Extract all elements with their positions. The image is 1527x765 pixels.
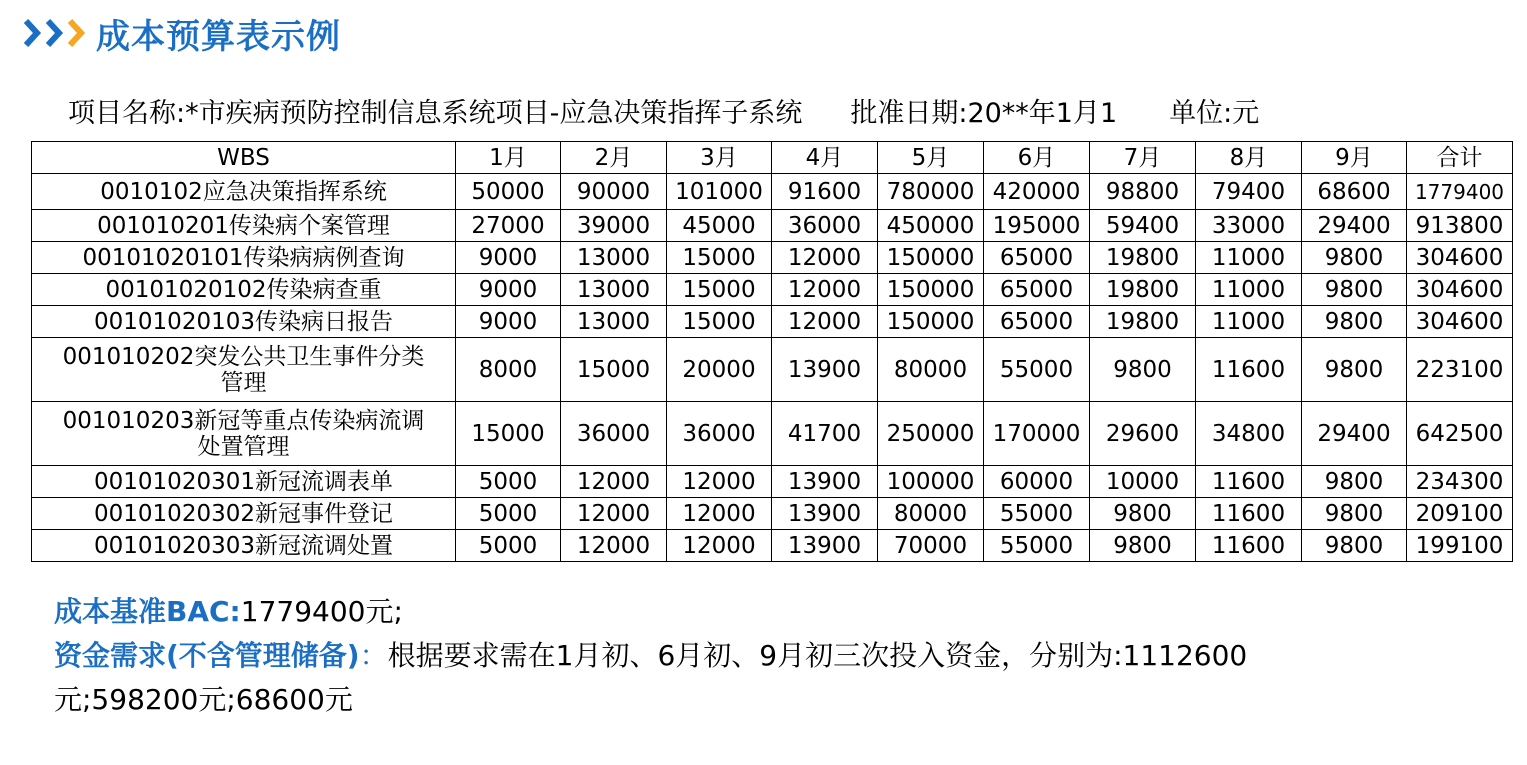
month-value-cell: 55000: [984, 530, 1090, 562]
month-value-cell: 80000: [878, 498, 984, 530]
month-value-cell: 5000: [456, 466, 561, 498]
month-value-cell: 420000: [984, 174, 1090, 210]
project-name: 项目名称:*市疾病预防控制信息系统项目-应急决策指挥子系统: [68, 97, 803, 129]
total-cell: 209100: [1407, 498, 1513, 530]
month-value-cell: 15000: [561, 338, 667, 402]
month-value-cell: 9800: [1302, 306, 1407, 338]
month-value-cell: 29600: [1090, 402, 1196, 466]
month-value-cell: 9800: [1302, 338, 1407, 402]
cost-budget-table: [31, 141, 1513, 562]
month-value-cell: 45000: [667, 210, 772, 242]
month-value-cell: 9800: [1090, 498, 1196, 530]
month-value-cell: 60000: [984, 466, 1090, 498]
month-value-cell: 36000: [772, 210, 878, 242]
month-value-cell: 170000: [984, 402, 1090, 466]
month-value-cell: 68600: [1302, 174, 1407, 210]
month-value-cell: 65000: [984, 274, 1090, 306]
month-value-cell: 79400: [1196, 174, 1302, 210]
month-value-cell: 36000: [561, 402, 667, 466]
month-value-cell: 11600: [1196, 466, 1302, 498]
month-value-cell: 15000: [667, 306, 772, 338]
header-total: 合计: [1407, 142, 1513, 174]
month-value-cell: 100000: [878, 466, 984, 498]
month-value-cell: 195000: [984, 210, 1090, 242]
wbs-cell: 00101020102传染病查重: [32, 274, 456, 306]
month-value-cell: 5000: [456, 530, 561, 562]
wbs-label-line2: 处置管理: [197, 433, 290, 460]
funding-line: [54, 634, 1454, 678]
month-value-cell: 59400: [1090, 210, 1196, 242]
month-value-cell: 9800: [1302, 466, 1407, 498]
month-value-cell: 12000: [772, 242, 878, 274]
month-value-cell: 150000: [878, 242, 984, 274]
total-cell: 913800: [1407, 210, 1513, 242]
wbs-label-line1: 001010202突发公共卫生事件分类: [62, 343, 425, 370]
slide-title-bar: [22, 8, 341, 58]
month-value-cell: 50000: [456, 174, 561, 210]
month-value-cell: 12000: [561, 466, 667, 498]
total-cell: 234300: [1407, 466, 1513, 498]
month-value-cell: 65000: [984, 242, 1090, 274]
wbs-cell: 00101020301新冠流调表单: [32, 466, 456, 498]
month-value-cell: 12000: [667, 530, 772, 562]
wbs-label-line1: 001010203新冠等重点传染病流调: [62, 407, 425, 434]
month-value-cell: 91600: [772, 174, 878, 210]
month-value-cell: 13000: [561, 242, 667, 274]
total-cell: 1779400: [1407, 174, 1513, 210]
month-value-cell: 19800: [1090, 242, 1196, 274]
month-value-cell: 33000: [1196, 210, 1302, 242]
wbs-cell: 00101020302新冠事件登记: [32, 498, 456, 530]
funding-line-continued: 元;598200元;68600元: [54, 683, 353, 716]
month-value-cell: 29400: [1302, 402, 1407, 466]
month-value-cell: 80000: [878, 338, 984, 402]
table-row: [32, 466, 1513, 498]
month-value-cell: 9000: [456, 306, 561, 338]
table-row: [32, 274, 1513, 306]
funding-separator: ：: [359, 639, 388, 672]
total-cell: 304600: [1407, 242, 1513, 274]
header-month: 9月: [1302, 142, 1407, 174]
wbs-cell: 00101020103传染病日报告: [32, 306, 456, 338]
month-value-cell: 55000: [984, 338, 1090, 402]
month-value-cell: 9800: [1090, 530, 1196, 562]
month-value-cell: 9800: [1302, 274, 1407, 306]
month-value-cell: 5000: [456, 498, 561, 530]
wbs-cell: 00101020303新冠流调处置: [32, 530, 456, 562]
month-value-cell: 12000: [561, 530, 667, 562]
chevron-arrows-icon: [22, 16, 88, 50]
header-month: 7月: [1090, 142, 1196, 174]
month-value-cell: 98800: [1090, 174, 1196, 210]
funding-text: 根据要求需在1月初、6月初、9月初三次投入资金，分别为:1112600: [387, 639, 1248, 672]
month-value-cell: 13000: [561, 306, 667, 338]
month-value-cell: 15000: [667, 274, 772, 306]
wbs-cell: [32, 338, 456, 402]
month-value-cell: 13900: [772, 498, 878, 530]
currency-unit: 单位:元: [1169, 97, 1260, 129]
month-value-cell: 11600: [1196, 530, 1302, 562]
wbs-cell: 001010201传染病个案管理: [32, 210, 456, 242]
month-value-cell: 9800: [1090, 338, 1196, 402]
summary-section: [54, 590, 1454, 722]
month-value-cell: 70000: [878, 530, 984, 562]
month-value-cell: 150000: [878, 274, 984, 306]
bac-value: 1779400元;: [240, 595, 403, 628]
wbs-cell: 0010102应急决策指挥系统: [32, 174, 456, 210]
header-month: 5月: [878, 142, 984, 174]
table-row: [32, 338, 1513, 402]
month-value-cell: 36000: [667, 402, 772, 466]
month-value-cell: 9800: [1302, 242, 1407, 274]
slide-title: 成本预算表示例: [96, 16, 341, 57]
month-value-cell: 27000: [456, 210, 561, 242]
header-month: 6月: [984, 142, 1090, 174]
month-value-cell: 13900: [772, 338, 878, 402]
month-value-cell: 9800: [1302, 498, 1407, 530]
month-value-cell: 9000: [456, 242, 561, 274]
header-month: 8月: [1196, 142, 1302, 174]
month-value-cell: 8000: [456, 338, 561, 402]
month-value-cell: 101000: [667, 174, 772, 210]
header-month: 1月: [456, 142, 561, 174]
month-value-cell: 55000: [984, 498, 1090, 530]
header-wbs: WBS: [32, 142, 456, 174]
month-value-cell: 11600: [1196, 498, 1302, 530]
total-cell: 642500: [1407, 402, 1513, 466]
header-month: 3月: [667, 142, 772, 174]
month-value-cell: 9800: [1302, 530, 1407, 562]
month-value-cell: 11000: [1196, 274, 1302, 306]
month-value-cell: 13000: [561, 274, 667, 306]
month-value-cell: 12000: [772, 306, 878, 338]
bac-label: 成本基准BAC:: [54, 595, 241, 628]
month-value-cell: 13900: [772, 530, 878, 562]
wbs-label-line2: 管理: [220, 369, 267, 396]
total-cell: 304600: [1407, 306, 1513, 338]
month-value-cell: 12000: [772, 274, 878, 306]
month-value-cell: 9000: [456, 274, 561, 306]
table-header-row: [32, 142, 1513, 174]
header-month: 2月: [561, 142, 667, 174]
month-value-cell: 12000: [561, 498, 667, 530]
table-row: [32, 306, 1513, 338]
month-value-cell: 29400: [1302, 210, 1407, 242]
table-row: [32, 402, 1513, 466]
table-row: [32, 174, 1513, 210]
month-value-cell: 20000: [667, 338, 772, 402]
month-value-cell: 19800: [1090, 306, 1196, 338]
month-value-cell: 13900: [772, 466, 878, 498]
table-row: [32, 530, 1513, 562]
month-value-cell: 12000: [667, 498, 772, 530]
wbs-cell: [32, 402, 456, 466]
total-cell: 304600: [1407, 274, 1513, 306]
funding-label: 资金需求(不含管理储备): [54, 639, 360, 672]
project-info-line: [68, 88, 1508, 132]
total-cell: 223100: [1407, 338, 1513, 402]
month-value-cell: 250000: [878, 402, 984, 466]
month-value-cell: 11600: [1196, 338, 1302, 402]
month-value-cell: 90000: [561, 174, 667, 210]
month-value-cell: 10000: [1090, 466, 1196, 498]
table-row: [32, 242, 1513, 274]
month-value-cell: 12000: [667, 466, 772, 498]
month-value-cell: 11000: [1196, 242, 1302, 274]
approval-date: 批准日期:20**年1月1: [850, 97, 1118, 129]
month-value-cell: 11000: [1196, 306, 1302, 338]
month-value-cell: 780000: [878, 174, 984, 210]
table-row: [32, 498, 1513, 530]
month-value-cell: 34800: [1196, 402, 1302, 466]
total-cell: 199100: [1407, 530, 1513, 562]
wbs-cell: 00101020101传染病病例查询: [32, 242, 456, 274]
header-month: 4月: [772, 142, 878, 174]
month-value-cell: 15000: [456, 402, 561, 466]
month-value-cell: 41700: [772, 402, 878, 466]
month-value-cell: 450000: [878, 210, 984, 242]
month-value-cell: 150000: [878, 306, 984, 338]
month-value-cell: 15000: [667, 242, 772, 274]
table-row: [32, 210, 1513, 242]
month-value-cell: 39000: [561, 210, 667, 242]
bac-line: [54, 590, 1454, 634]
month-value-cell: 65000: [984, 306, 1090, 338]
month-value-cell: 19800: [1090, 274, 1196, 306]
